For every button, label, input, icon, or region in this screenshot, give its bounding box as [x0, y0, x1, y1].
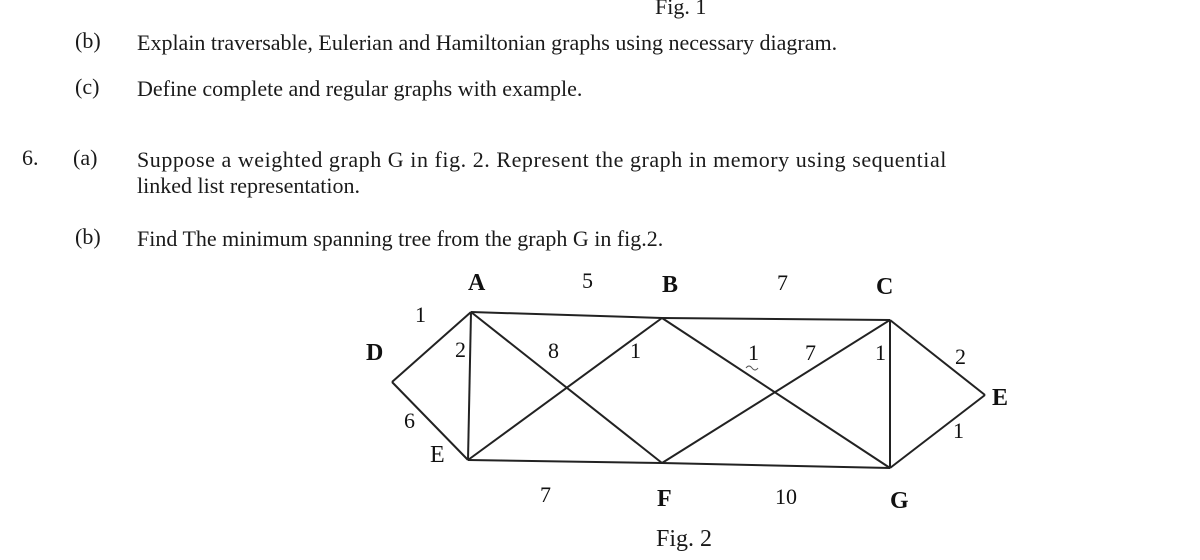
edge-c-e2 — [890, 320, 985, 395]
weight-a-f: 8 — [548, 338, 559, 363]
item-c-label: (c) — [75, 74, 100, 99]
weight-f-c: 7 — [805, 340, 816, 365]
weight-c-g: 1 — [875, 340, 886, 365]
edge-f-g — [662, 463, 890, 468]
vertex-g: G — [890, 488, 909, 514]
item-6b-text: Find The minimum spanning tree from the graph G in fig.2. — [137, 226, 664, 251]
item-c-text: Define complete and regular graphs with example. — [137, 76, 583, 101]
weight-e-b: 1 — [630, 338, 641, 363]
item-6b-label: (b) — [75, 224, 101, 249]
fig1-caption: Fig. 1 — [655, 0, 707, 19]
weight-e-f: 7 — [540, 482, 551, 507]
weight-b-c: 7 — [777, 270, 788, 295]
weight-a-e: 2 — [455, 337, 466, 362]
edge-b-c — [662, 318, 890, 320]
item-b-text: Explain traversable, Eulerian and Hamiltonian graphs using necessary diagram. — [137, 30, 838, 55]
weight-a-b: 5 — [582, 268, 593, 293]
weight-e-g: 1 — [953, 418, 964, 443]
vertex-f: F — [657, 486, 672, 512]
item-6a-line1: Suppose a weighted graph G in fig. 2. Represent the graph in memory using sequential — [137, 147, 947, 172]
vertex-a: A — [468, 270, 486, 296]
weight-f-g: 10 — [775, 484, 797, 509]
figure-caption: Fig. 2 — [656, 526, 713, 552]
vertex-c: C — [876, 274, 894, 300]
vertex-e-left: E — [430, 442, 445, 468]
edge-e2-g — [890, 395, 985, 468]
weight-b-g: 1 — [748, 340, 759, 365]
item-6a-label: (a) — [73, 145, 98, 170]
item-b-label: (b) — [75, 28, 101, 53]
weight-d-e: 6 — [404, 408, 415, 433]
vertex-b: B — [662, 272, 679, 298]
weight-c-e: 2 — [955, 344, 966, 369]
edge-a-e — [468, 312, 471, 460]
vertex-d: D — [366, 340, 384, 366]
question-number: 6. — [22, 145, 39, 170]
edge-a-b — [471, 312, 662, 318]
squiggle-mark — [746, 366, 758, 370]
item-6a-line2: linked list representation. — [137, 173, 360, 198]
edge-e-f — [468, 460, 662, 463]
vertex-e-right: E — [992, 385, 1009, 411]
weight-a-d: 1 — [415, 302, 426, 327]
